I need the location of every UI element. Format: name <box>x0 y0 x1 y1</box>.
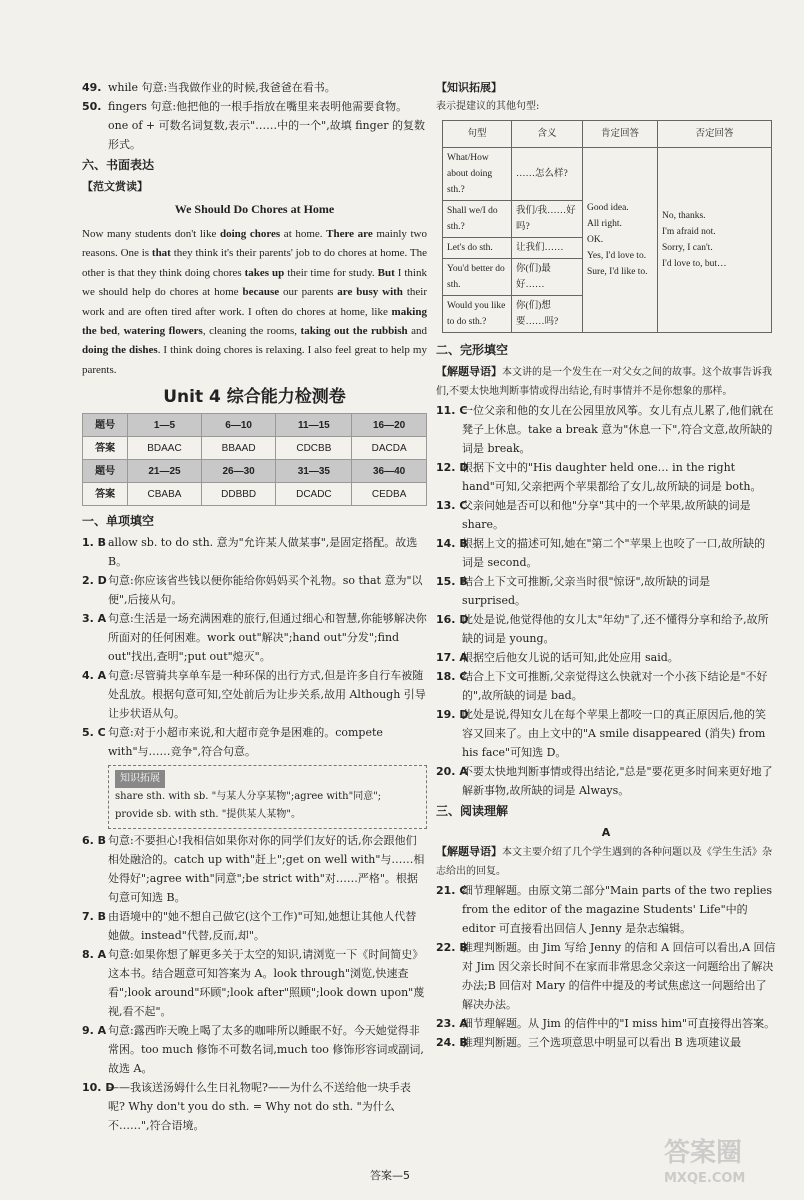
knowledge-tag: 【知识拓展】 <box>436 81 502 94</box>
suggestion-table-row <box>443 148 772 201</box>
table-cell: Let's do sth. <box>443 238 512 259</box>
answer-item <box>82 907 427 945</box>
essay-highlight: doing chores <box>219 228 281 240</box>
table-cell: 11—15 <box>276 414 352 437</box>
unit-title: Unit 4 综合能力检测卷 <box>163 387 346 408</box>
table-cell: 你(们)最好…… <box>512 259 583 296</box>
answer-number: 18. C <box>436 670 468 683</box>
table-header-cell: 句型 <box>443 121 512 148</box>
answer-text: 由语境中的"她不想自己做它(这个工作)"可知,她想让其他人代替她做。instead"代替,反而,却"。 <box>108 910 417 943</box>
table-header-cell: 肯定回答 <box>583 121 658 148</box>
essay-text: mainly two reasons. One is <box>82 228 427 260</box>
table-cell: 16—20 <box>352 414 427 437</box>
section-cloze-heading: 二、完形填空 <box>436 343 509 357</box>
essay-highlight: takes up <box>244 266 285 279</box>
answer-item <box>82 723 427 761</box>
answer-text: allow sb. to do sth. 意为"允许某人做某事",是固定搭配。故选 B。 <box>108 536 418 569</box>
answer-item <box>436 938 776 1014</box>
answer-item <box>436 534 776 572</box>
table-cell: DACDA <box>352 437 427 460</box>
answer-item <box>436 881 776 938</box>
table-cell: 26—30 <box>201 460 276 483</box>
answer-number: 20. A <box>436 765 468 778</box>
table-cell: Shall we/I do sth.? <box>443 201 512 238</box>
table-cell: 你(们)想要……吗? <box>512 296 583 333</box>
essay-highlight: But <box>377 266 395 279</box>
table-cell: 让我们…… <box>512 238 583 259</box>
answer-item <box>82 1021 427 1078</box>
reading-guide: 【解题导语】本文主要介绍了几个学生遇到的各种问题以及《学生生活》杂志给出的回复。 <box>436 845 772 877</box>
answer-item <box>436 705 776 762</box>
table-cell: CDCBB <box>276 437 352 460</box>
table-cell: Good idea. All right. OK. Yes, I'd love to. Sure, I'd like to. <box>583 148 658 333</box>
answer-number: 17. A <box>436 651 468 664</box>
answer-item <box>436 401 776 458</box>
suggestion-table <box>442 120 772 333</box>
answer-item <box>436 762 776 800</box>
knowledge-box-line: share sth. with sb. "与某人分享某物";agree with"同意"; <box>115 791 382 803</box>
answer-item <box>436 1033 776 1052</box>
answer-text: while 句意:当我做作业的时候,我爸爸在看书。 <box>108 81 336 94</box>
answer-text: 结合上下文可推断,父亲觉得这么快就对一个小孩下结论是"不好的",故所缺的词是 bad。 <box>462 670 768 702</box>
answer-number: 16. D <box>436 613 469 626</box>
watermark-url: MXQE.COM <box>664 1171 746 1186</box>
answer-text: 推理判断题。三个选项意思中明显可以看出 B 选项建议最 <box>462 1036 742 1049</box>
answer-number: 7. B <box>82 910 107 924</box>
answer-text: 根据上文的描述可知,她在"第二个"苹果上也咬了一口,故所缺的词是 second。 <box>462 537 766 569</box>
answer-number: 49. <box>82 81 102 94</box>
suggestion-table-header <box>443 121 772 148</box>
answer-number: 19. D <box>436 708 469 721</box>
answer-table-header-row <box>83 460 427 483</box>
table-cell: What/How about doing sth.? <box>443 148 512 201</box>
answer-text: ——我该送汤姆什么生日礼物呢?——为什么不送给他一块手表呢? Why don't you do sth. = Why not do sth. "为什么不……",符合语境。 <box>108 1081 411 1133</box>
table-cell: 21—25 <box>128 460 202 483</box>
answer-number: 13. C <box>436 499 468 512</box>
answer-item <box>82 533 427 571</box>
essay-text: at home. <box>280 228 327 240</box>
table-cell: ……怎么样? <box>512 148 583 201</box>
table-cell: No, thanks. I'm afraid not. Sorry, I can't. I'd love to, but… <box>658 148 772 333</box>
table-cell: 6—10 <box>201 414 276 437</box>
knowledge-box-title: 知识拓展 <box>115 770 165 788</box>
answer-item <box>436 648 776 667</box>
answer-number: 22. B <box>436 941 468 954</box>
answer-item <box>82 78 427 97</box>
answer-text: 句意:尽管骑共享单车是一种环保的出行方式,但是许多自行车被随处乱放。根据句意可知,空处前后为让步关系,故用 Although 引导让步状语从句。 <box>108 669 426 721</box>
essay-highlight: are busy with <box>337 286 403 299</box>
answer-text: 细节理解题。从 Jim 的信件中的"I miss him"可直接得出答案。 <box>462 1017 776 1030</box>
answer-item <box>82 609 427 666</box>
table-cell: CEDBA <box>352 483 427 506</box>
table-cell: 我们/我……好吗? <box>512 201 583 238</box>
answer-text: 结合上下文可推断,父亲当时很"惊讶",故所缺的词是 surprised。 <box>462 575 711 607</box>
answer-text: 父亲问她是否可以和他"分享"其中的一个苹果,故所缺的词是 share。 <box>462 499 751 531</box>
answer-text: 句意:生活是一场充满困难的旅行,但通过细心和智慧,你能够解决你所面对的任何困难。work out"解决";hand out"分发";find out"找出,查明";put out"熄灭"。 <box>108 612 427 664</box>
table-cell: DCADC <box>276 483 352 506</box>
essay-title: We Should Do Chores at Home <box>174 202 335 216</box>
page-footer: 答案—5 <box>370 1169 410 1182</box>
table-label: 答案 <box>83 437 128 460</box>
answer-number: 2. D <box>82 574 107 588</box>
answer-text: 根据下文中的"His daughter held one… in the right hand"可知,父亲把两个苹果都给了女儿,故所缺的词是 both。 <box>462 461 762 493</box>
answer-number: 3. A <box>82 612 107 626</box>
table-cell: BBAAD <box>201 437 276 460</box>
essay-text: they think it's their parents' job to do chores at home. The other is that they think doing chores <box>82 247 428 279</box>
knowledge-box <box>108 765 427 829</box>
essay-body <box>82 225 427 380</box>
essay-highlight: making the bed <box>82 305 427 338</box>
answer-number: 4. A <box>82 669 107 683</box>
answer-text: 句意:露西昨天晚上喝了太多的咖啡所以睡眠不好。今天她觉得非常困。too much 修饰不可数名词,much too 修饰形容词或副词,故选 A。 <box>108 1024 424 1076</box>
answer-text: 句意:对于小超市来说,和大超市竞争是困难的。compete with"与……竞争",符合句意。 <box>108 726 383 759</box>
essay-highlight: taking out the rubbish <box>300 325 408 338</box>
answer-table-header-row <box>83 414 427 437</box>
essay-highlight: that <box>151 247 171 260</box>
essay-text: their work and are often tired after work. I often do chores at home, like <box>82 286 427 318</box>
answer-item <box>82 831 427 907</box>
table-cell: DDBBD <box>201 483 276 506</box>
table-label: 答案 <box>83 483 128 506</box>
answer-number: 5. C <box>82 726 106 740</box>
model-essay-tag: 【范文赏读】 <box>82 180 148 193</box>
answer-number: 8. A <box>82 948 107 962</box>
answer-item <box>82 571 427 609</box>
essay-text: , cleaning the rooms, <box>202 325 301 338</box>
answer-text: 不要太快地判断事情或得出结论,"总是"要花更多时间来更好地了解新事物,故所缺的词是 Always。 <box>462 765 773 797</box>
table-header-cell: 含义 <box>512 121 583 148</box>
essay-text: their time for study. <box>284 266 378 279</box>
answer-number: 21. C <box>436 884 468 897</box>
table-cell: You'd better do sth. <box>443 259 512 296</box>
answer-text: 根据空后他女儿说的话可知,此处应用 said。 <box>462 651 679 664</box>
table-cell: 31—35 <box>276 460 352 483</box>
knowledge-intro: 表示提建议的其他句型: <box>436 101 540 112</box>
answer-number: 1. B <box>82 536 107 550</box>
answer-item <box>82 666 427 723</box>
answer-number: 15. B <box>436 575 468 588</box>
answer-table-row <box>83 437 427 460</box>
answer-item <box>82 97 427 154</box>
essay-text: . I think doing chores is relaxing. I also feel great to help my parents. <box>82 344 427 376</box>
answer-number: 14. B <box>436 537 468 550</box>
table-cell: 1—5 <box>128 414 202 437</box>
table-header-cell: 否定回答 <box>658 121 772 148</box>
left-column <box>82 78 427 1135</box>
answer-item <box>82 1078 427 1135</box>
section-single-choice-heading: 一、单项填空 <box>82 514 155 529</box>
table-cell: BDAAC <box>128 437 202 460</box>
answer-text: 细节理解题。由原文第二部分"Main parts of the two replies from the editor of the magazine Students' Life"中的 editor 可直接看出回信人 Jenny 是杂志编辑。 <box>462 884 773 935</box>
reading-part-a: A <box>601 826 611 839</box>
answer-number: 50. <box>82 100 102 113</box>
answer-number: 11. C <box>436 404 468 417</box>
answer-number: 23. A <box>436 1017 468 1030</box>
essay-text: Now many students don't like <box>82 228 220 240</box>
watermark-text: 答案圈 <box>664 1138 743 1168</box>
essay-highlight: watering flowers <box>123 325 203 338</box>
answer-text: 此处是说,他觉得他的女儿太"年幼"了,还不懂得分享和给予,故所缺的词是 young。 <box>462 613 769 645</box>
answer-table <box>82 413 427 506</box>
answer-text: fingers 句意:他把他的一根手指放在嘴里来表明他需要食物。one of + 可数名词复数,表示"……中的一个",故填 finger 的复数形式。 <box>108 100 425 151</box>
table-cell: 36—40 <box>352 460 427 483</box>
table-cell: Would you like to do sth.? <box>443 296 512 333</box>
answer-text: 句意:如果你想了解更多关于太空的知识,请浏览一下《时间简史》这本书。结合题意可知答案为 A。look through"浏览,快速查看";look around"环顾";look after"照顾";look down upon"蔑视,看不起"。 <box>108 948 425 1019</box>
section-reading-heading: 三、阅读理解 <box>436 804 509 818</box>
answer-text: 推理判断题。由 Jim 写给 Jenny 的信和 A 回信可以看出,A 回信对 Jim 因父亲长时间不在家而非常思念父亲这一问题给出了解决办法;B 回信对 Mary 的信件中提及的考试焦虑这一问题给出了解决办法。 <box>462 941 776 1011</box>
answer-item <box>436 1014 776 1033</box>
answer-table-row <box>83 483 427 506</box>
essay-text: and <box>407 325 428 338</box>
knowledge-box-line: provide sb. with sth. "提供某人某物"。 <box>115 809 301 821</box>
right-column <box>436 78 776 1052</box>
answer-text: 句意:不要担心!我相信如果你对你的同学们友好的话,你会跟他们相处融洽的。catch up with"赶上";get on well with"与……相处得好";agree with"同意";be strict with"对……严格"。根据句意可知选 B。 <box>108 834 425 905</box>
table-label: 题号 <box>83 460 128 483</box>
essay-text: , <box>117 325 124 338</box>
essay-highlight: doing the dishes <box>82 344 158 357</box>
answer-item <box>82 945 427 1021</box>
essay-highlight: because <box>242 286 280 299</box>
cloze-guide: 【解题导语】本文讲的是一个发生在一对父女之间的故事。这个故事告诉我们,不要太快地判断事情或得出结论,有时事情并不是你想象的那样。 <box>436 365 772 397</box>
answer-number: 10. D <box>82 1081 115 1095</box>
essay-highlight: There are <box>326 228 373 240</box>
answer-text: 句意:你应该省些钱以便你能给你妈妈买个礼物。so that 意为"以便",后接从句。 <box>108 574 423 607</box>
answer-item <box>436 572 776 610</box>
answer-number: 6. B <box>82 834 107 848</box>
table-label: 题号 <box>83 414 128 437</box>
answer-text: 此处是说,得知女儿在每个苹果上都咬一口的真正原因后,他的笑容又回来了。由上文中的"A smile disappeared (消失) from his face"可知选 D。 <box>462 708 766 759</box>
answer-text: 一位父亲和他的女儿在公园里放风筝。女儿有点儿累了,他们就在凳子上休息。take a break 意为"休息一下",符合文意,故所缺的词是 break。 <box>462 404 774 455</box>
answer-item <box>436 458 776 496</box>
section-writing-heading: 六、书面表达 <box>82 158 155 172</box>
essay-text: our parents <box>279 286 338 299</box>
table-cell: CBABA <box>128 483 202 506</box>
answer-number: 24. B <box>436 1036 468 1049</box>
answer-number: 9. A <box>82 1024 107 1038</box>
answer-item <box>436 667 776 705</box>
watermark-logo <box>664 1132 794 1192</box>
answer-item <box>436 496 776 534</box>
answer-item <box>436 610 776 648</box>
essay-text: I think we should help do chores at home <box>82 266 427 299</box>
answer-number: 12. D <box>436 461 469 474</box>
